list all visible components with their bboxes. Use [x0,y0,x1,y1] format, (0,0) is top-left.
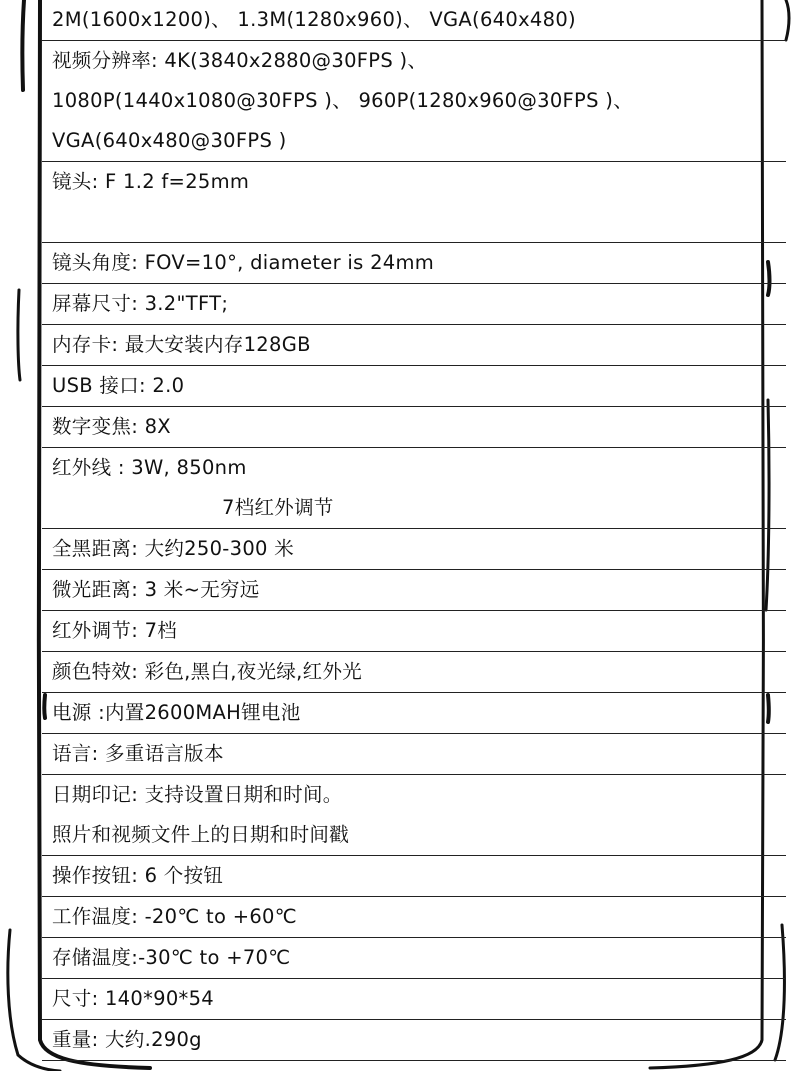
spec-row [42,979,786,1020]
spec-line: 电源 :内置2600MAH锂电池 [52,701,301,724]
spec-line: 2M(1600x1200)、 1.3M(1280x960)、 VGA(640x480) [52,8,576,31]
spec-line: 视频分辨率: 4K(3840x2880@30FPS )、 [52,49,428,72]
spec-row [42,693,786,734]
spec-line: 1080P(1440x1080@30FPS )、 960P(1280x960@30FPS )、 [52,89,633,112]
spec-row [42,734,786,775]
spec-row [42,611,786,652]
spec-line: 存储温度:-30℃ to +70℃ [52,946,291,969]
spec-line: 镜头角度: FOV=10°, diameter is 24mm [52,251,435,274]
spec-row [42,284,786,325]
spec-row [42,325,786,366]
spec-line: 工作温度: -20℃ to +60℃ [52,905,297,928]
spec-line: 日期印记: 支持设置日期和时间。 [52,783,343,806]
spec-line: 重量: 大约.290g [52,1028,202,1051]
spec-row [42,856,786,897]
spec-line: 颜色特效: 彩色,黑白,夜光绿,红外光 [52,660,363,683]
spec-table [42,0,786,1061]
spec-line: 屏幕尺寸: 3.2"TFT; [52,292,229,315]
spec-line: 照片和视频文件上的日期和时间戳 [52,823,350,846]
spec-line: USB 接口: 2.0 [52,374,185,397]
spec-row [42,407,786,448]
spec-line: 语言: 多重语言版本 [52,742,224,765]
spec-row [42,243,786,284]
spec-line: 红外调节: 7档 [52,619,178,642]
spec-line: 7档红外调节 [222,496,334,519]
spec-row [42,652,786,693]
spec-line [52,202,786,242]
spec-row [42,162,786,243]
spec-line: 操作按钮: 6 个按钮 [52,864,224,887]
spec-row [42,897,786,938]
spec-row [42,529,786,570]
spec-row [42,448,786,529]
spec-row [42,366,786,407]
spec-line: VGA(640x480@30FPS ) [52,129,287,152]
spec-line: 微光距离: 3 米~无穷远 [52,578,260,601]
spec-row [42,775,786,856]
spec-line: 红外线 : 3W, 850nm [52,456,247,479]
spec-row [42,938,786,979]
spec-line: 数字变焦: 8X [52,415,171,438]
spec-row [42,570,786,611]
spec-row [42,1020,786,1061]
spec-line: 尺寸: 140*90*54 [52,987,215,1010]
spec-line: 全黑距离: 大约250-300 米 [52,537,295,560]
spec-line: 镜头: F 1.2 f=25mm [52,170,250,193]
spec-line: 内存卡: 最大安装内存128GB [52,333,311,356]
spec-row [42,0,786,41]
spec-row [42,41,786,162]
